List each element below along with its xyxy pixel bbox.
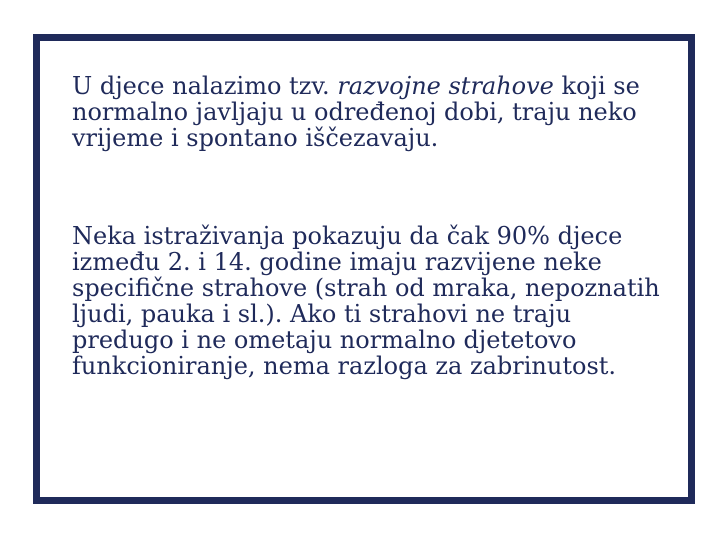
paragraph-developmental-fears bbox=[72, 73, 672, 151]
paragraph-1-rest: koji se normalno javljaju u određenoj dobi, traju neko vrijeme i spontano iščezavaju. bbox=[72, 72, 640, 152]
paragraph-research-findings: Neka istraživanja pokazuju da čak 90% djece između 2. i 14. godine imaju razvijene neke specifične strahove (strah od mraka, nepoznatih ljudi, pauka i sl.). Ako ti strahovi ne traju predugo i ne ometaju normalno djetetovo funkcioniranje, nema razloga za zabrinutost. bbox=[72, 222, 660, 380]
paragraph-1-intro: U djece nalazimo tzv. bbox=[72, 72, 338, 100]
paragraph-1-emphasis: razvojne strahove bbox=[337, 72, 554, 100]
